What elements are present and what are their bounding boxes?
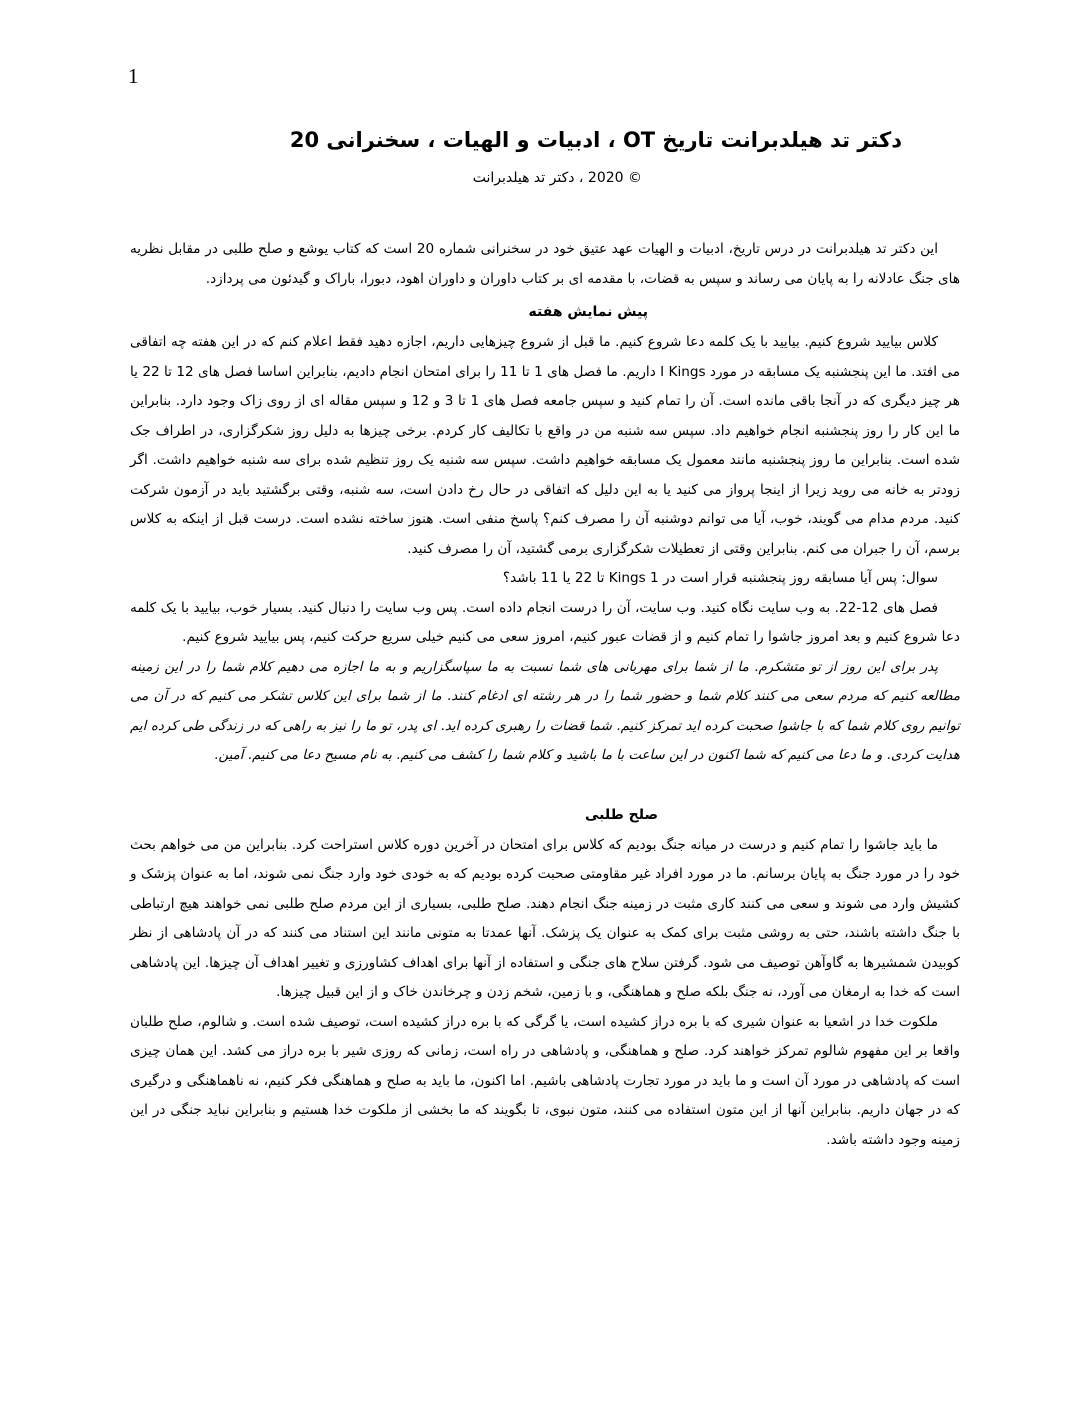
section-heading-week-preview: پیش نمایش هفته <box>528 304 648 320</box>
paragraph-student-question: سوال: پس آیا مسابقه روز پنجشنبه قرار است در Kings 1 تا 22 یا 11 باشد؟ <box>502 570 938 586</box>
copyright-line: © 2020 ، دکتر تد هیلدبرانت <box>472 170 642 186</box>
document-body <box>130 122 960 1155</box>
page-number: 1 <box>128 64 139 88</box>
paragraph-pacifism-2: ملکوت خدا در اشعیا به عنوان شیری که با بره دراز کشیده است، یا گرگی که با بره دراز کشیده است، توصیف شده است. و شالوم، صلح طلبان واقعا بر این مفهوم شالوم تمرکز خواهند کرد. صلح و هماهنگی، و پادشاهی در راه است، زمانی که روزی شیر با بره دراز می کشد. این همان چیزی است که پادشاهی در مورد آن است و ما باید در مورد تجارت پادشاهی باشیم. اما اکنون، ما باید به صلح و هماهنگی فکر کنیم، نه ناهماهنگی و درگیری که در جهان داریم. بنابراین آنها از این متون استفاده می کنند، متون نبوی، تا بگویند که ما بخشی از ملکوت خدا هستیم و بنابراین نباید جنگی در این زمینه وجود داشته باشد. <box>130 1013 960 1148</box>
document-title: دکتر تد هیلدبرانت تاریخ OT ، ادبیات و الهیات ، سخنرانی 20 <box>289 128 902 152</box>
section-heading-pacifism: صلح طلبی <box>585 806 658 823</box>
intro-paragraph: این دکتر تد هیلدبرانت در درس تاریخ، ادبیات و الهیات عهد عتیق خود در سخنرانی شماره 20 است که کتاب یوشع و صلح طلبی در مقابل نظریه های جنگ عادلانه را به پایان می رساند و سپس به قضات، با مقدمه ای بر کتاب داوران و داوران اهود، دبورا، باراک و گیدئون می پردازد. <box>130 241 960 287</box>
paragraph-answer: فصل های 12-22. به وب سایت نگاه کنید. وب سایت، آن را درست انجام داده است. پس وب سایت را دنبال کنید. بسیار خوب، بیایید با یک کلمه دعا شروع کنیم و بعد امروز جاشوا را تمام کنیم و از قضات عبور کنیم، امروز سعی می کنیم خیلی سریع حرکت کنیم، پس بیایید شروع کنیم. <box>130 599 960 645</box>
paragraph-class-announcements: کلاس بیایید شروع کنیم. بیایید با یک کلمه دعا شروع کنیم. ما قبل از شروع چیزهایی داریم، اجازه دهید فقط اعلام کنم که در این هفته چه اتفاقی می افتد. ما این پنجشنبه یک مسابقه در مورد I Kings داریم. ما فصل های 1 تا 11 را برای امتحان انجام دادیم، بنابراین اساسا فصل های 12 تا 22 یا هر چیز دیگری که در آنجا باقی مانده است. آن را تمام کنید و سپس جامعه فصل های 1 تا 3 و 12 و سپس مقاله ای از روی زاک وجود دارد. بنابراین ما این کار را روز پنجشنبه انجام خواهیم داد. سپس سه شنبه من در واقع با تکالیف کار کردم. برخی چیزها به دلیل روز شکرگزاری، در اطراف جک شده است. بنابراین ما روز پنجشنبه مانند معمول یک مسابقه خواهیم داشت. سپس سه شنبه یک روز تنظیم شده برای سه شنبه خواهیم داشت. اگر زودتر به خانه می روید زیرا از اینجا پرواز می کنید یا به این دلیل که اتفاقی در حال رخ دادن است، سه شنبه، وقتی برگشتید باید در آزمون شرکت کنید. مردم مدام می گویند، خوب، آیا می توانم دوشنبه آن را مصرف کنم؟ پاسخ منفی است. هنوز ساخته نشده است. درست قبل از اینکه به کلاس برسم، آن را جبران می کنم. بنابراین وقتی از تعطیلات شکرگزاری برمی گشتید، آن را مصرف کنید. <box>130 334 960 557</box>
prayer-paragraph: پدر برای این روز از تو متشکرم. ما از شما برای مهربانی های شما نسبت به ما سپاسگزاریم و به ما اجازه می دهیم کلام شما را در این زمینه مطالعه کنیم که مردم سعی می کنند کلام شما و حضور شما را در هر رشته ای ادغام کنند. ما از شما برای این کلاس تشکر می کنیم که در آن می توانیم روی کلام شما که با جاشوا صحبت کرده اید تمرکز کنیم. شما قضات را رهبری کرده اید. ای پدر، تو ما را نیز به راهی که در زندگی طی کرده ایم هدایت کردی. و ما دعا می کنیم که شما اکنون در این ساعت با ما باشید و کلام شما را کشف می کنیم. به نام مسیح دعا می کنیم. آمین. <box>130 659 960 763</box>
paragraph-pacifism-1: ما باید جاشوا را تمام کنیم و درست در میانه جنگ بودیم که کلاس برای امتحان در آخرین دوره کلاس استراحت کرد. بنابراین من می خواهم بحث خود را در مورد جنگ به پایان برسانم. ما در مورد افراد غیر مقاومتی صحبت کرده بودیم که به خودی خود وارد جنگ نمی شوند، اما به عنوان پزشک و کشیش وارد می شوند و سعی می کنند کاری مثبت در زمینه جنگ انجام دهند. صلح طلبی، بسیاری از این مردم صلح طلبی نمی خواهند هیچ ارتباطی با جنگ داشته باشند، حتی به روشی مثبت برای کمک به عنوان یک پزشک. آنها عمدتا به متونی مانند این استناد می کنند که در آن پادشاهی از نظر کوبیدن شمشیرها به گاوآهن توصیف می شود. گرفتن سلاح های جنگی و استفاده از آنها برای اهداف کشاورزی و تغییر اهداف آن چیزها. این پادشاهی است که خدا به ارمغان می آورد، نه جنگ بلکه صلح و هماهنگی، و با زمین، شخم زدن و چرخاندن خاک و از این قبیل چیزها. <box>130 836 960 1000</box>
